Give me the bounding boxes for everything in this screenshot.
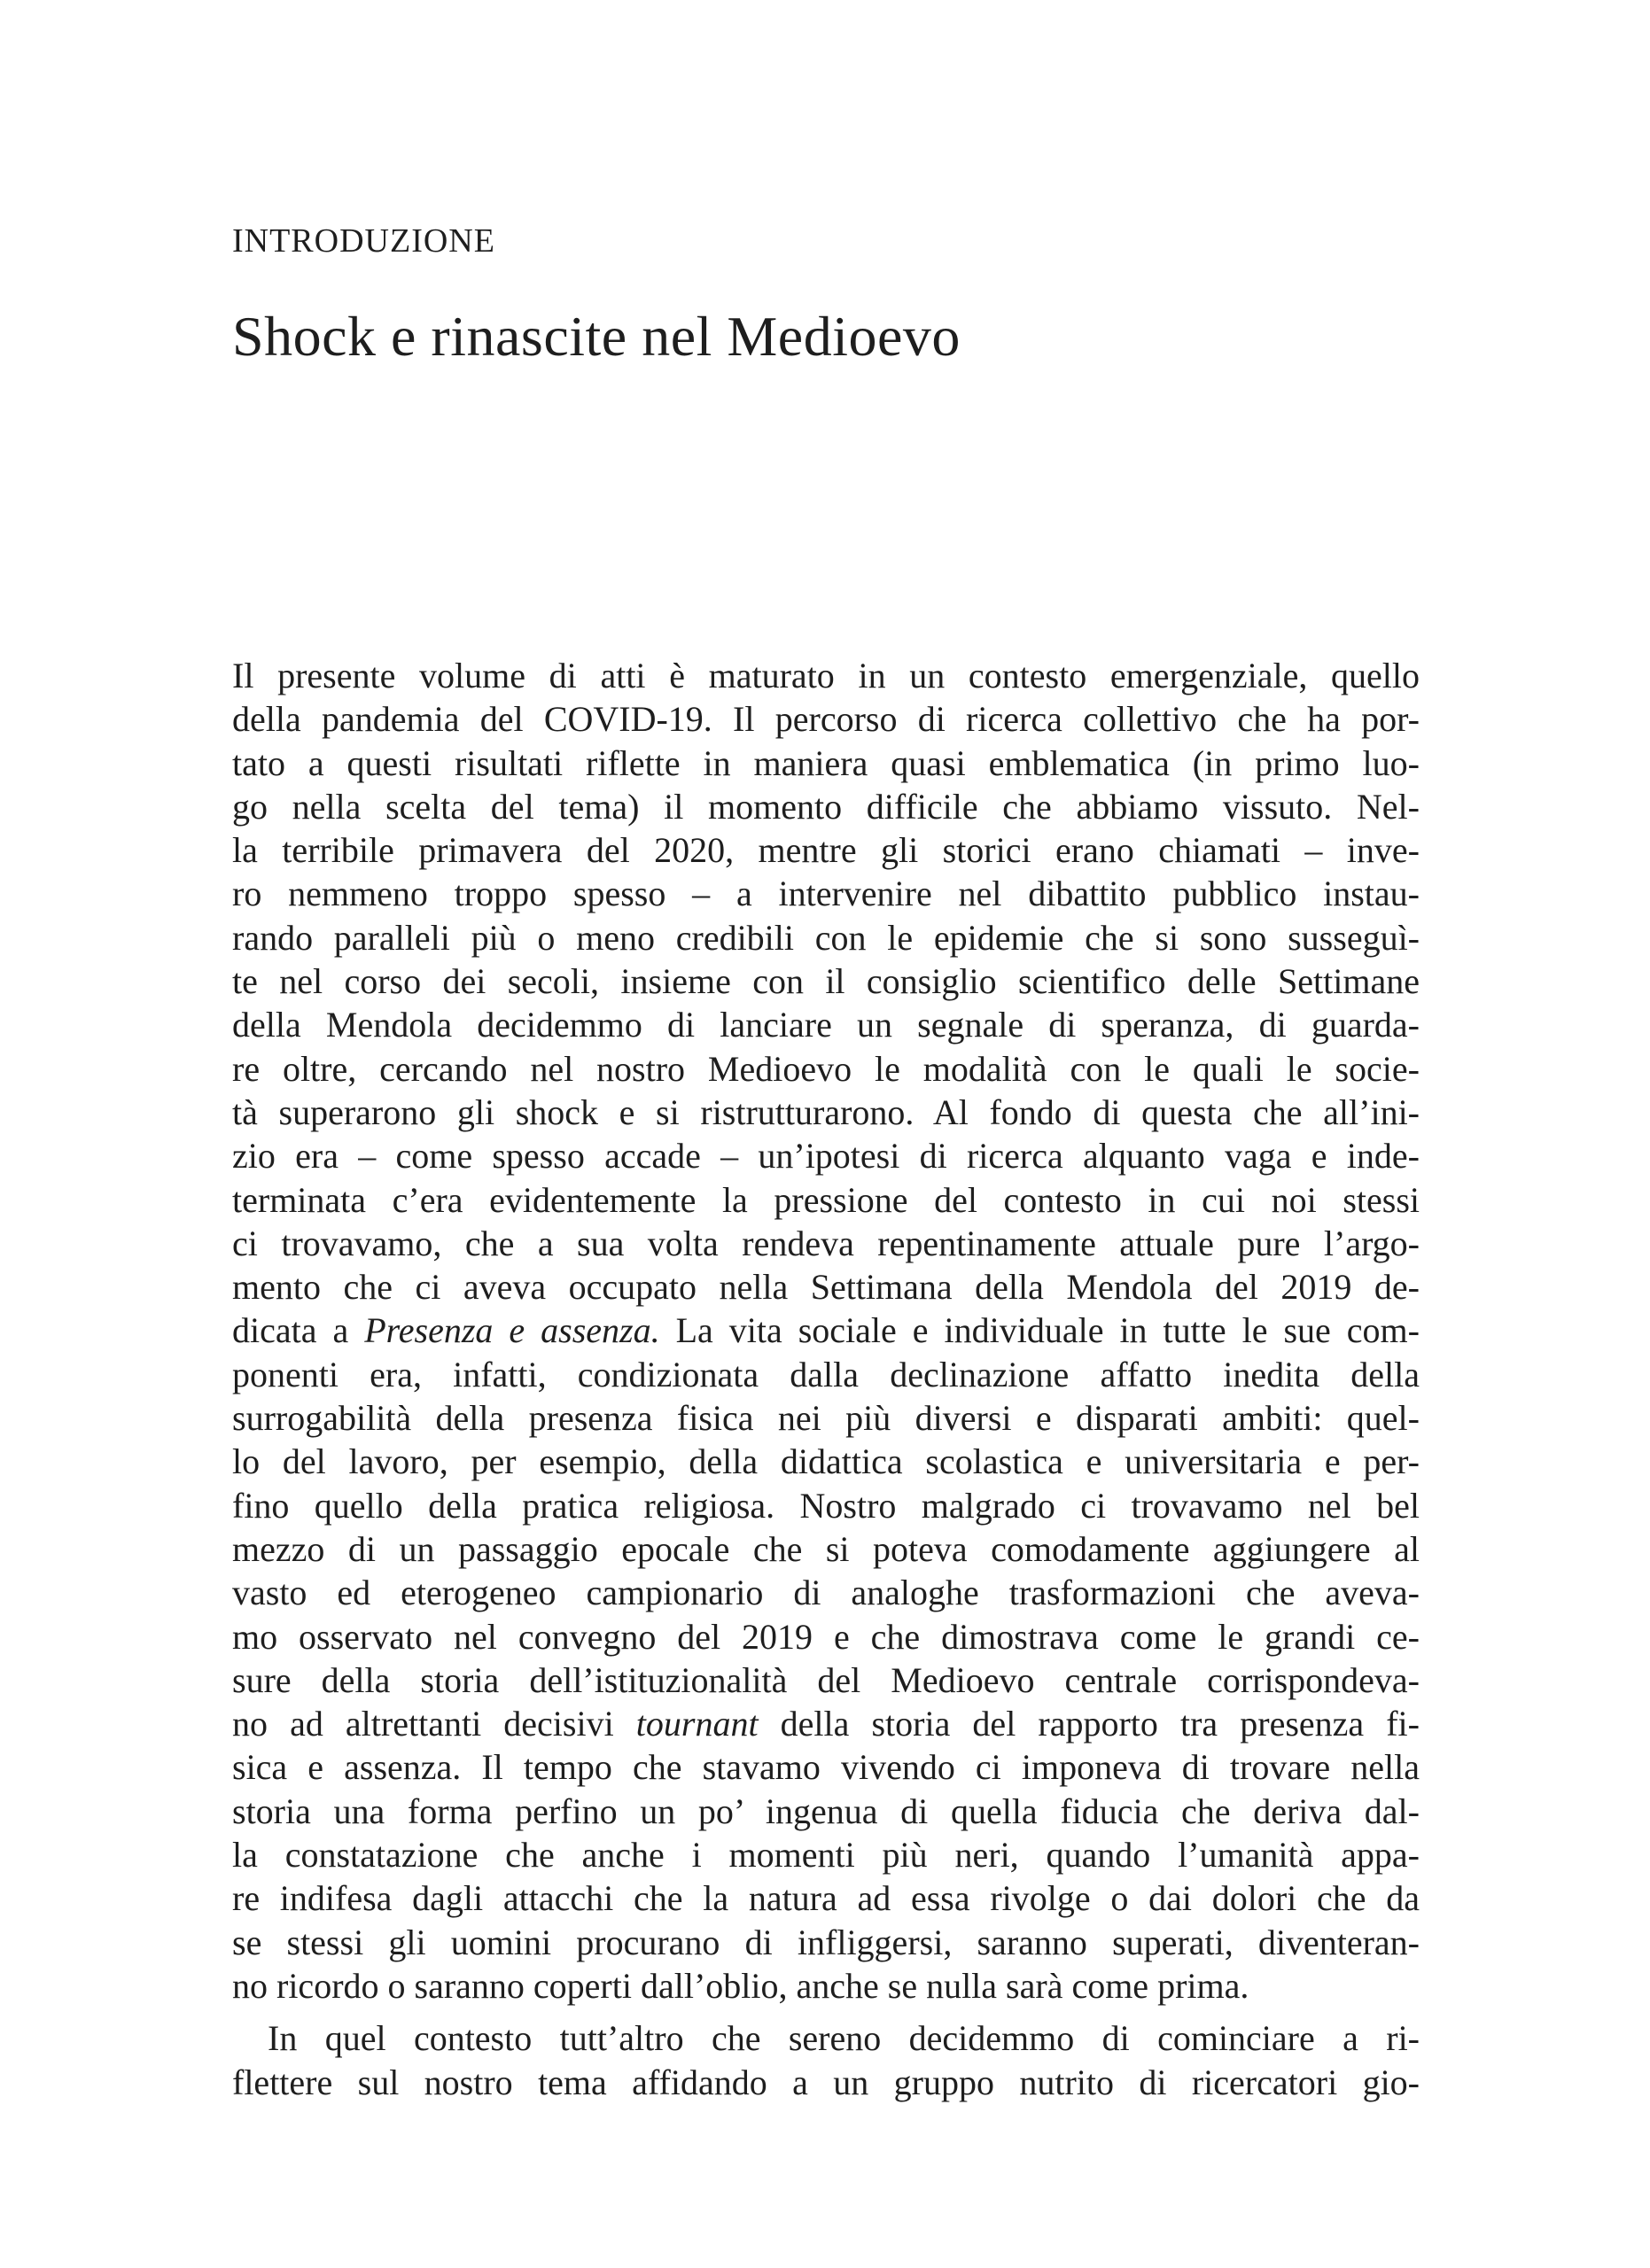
text-line: mo osservato nel convegno del 2019 e che dimostrava come le grandi ce- — [232, 1616, 1420, 1657]
text-line: se stessi gli uomini procurano di infliggersi, saranno superati, diventeran- — [232, 1922, 1420, 1962]
text-line: la constatazione che anche i momenti più neri, quando l’umanità appa- — [232, 1835, 1420, 1876]
body-text — [232, 654, 1420, 2104]
text-line: re oltre, cercando nel nostro Medioevo le modalità con le quali le socie- — [232, 1048, 1420, 1089]
section-label: INTRODUZIONE — [232, 222, 495, 260]
text-line: fino quello della pratica religiosa. Nostro malgrado ci trovavamo nel bel — [232, 1485, 1420, 1526]
text-line: ponenti era, infatti, condizionata dalla declinazione affatto inedita della — [232, 1354, 1420, 1394]
text-line: surrogabilità della presenza fisica nei più diversi e disparati ambiti: quel- — [232, 1398, 1420, 1439]
text-line: tato a questi risultati riflette in maniera quasi emblematica (in primo luo- — [232, 742, 1420, 783]
text-line: ci trovavamo, che a sua volta rendeva repentinamente attuale pure l’argo- — [232, 1223, 1420, 1263]
text-line: zio era – come spesso accade – un’ipotesi di ricerca alquanto vaga e inde- — [232, 1136, 1420, 1177]
text-run: La vita sociale e individuale in tutte le sue com- — [659, 1310, 1420, 1351]
text-line: vasto ed eterogeneo campionario di analoghe trasformazioni che aveva- — [232, 1573, 1420, 1613]
text-line — [232, 1702, 1420, 1745]
text-line: go nella scelta del tema) il momento difficile che abbiamo vissuto. Nel- — [232, 786, 1420, 827]
text-line: ro nemmeno troppo spesso – a intervenire nel dibattito pubblico instau- — [232, 874, 1420, 914]
text-line: no ricordo o saranno coperti dall’oblio, anche se nulla sarà come prima. — [232, 1965, 1249, 2006]
text-line: storia una forma perfino un po’ ingenua di quella fiducia che deriva dal- — [232, 1790, 1420, 1831]
text-line: flettere sul nostro tema affidando a un gruppo nutrito di ricercatori gio- — [232, 2062, 1420, 2102]
text-line: sure della storia dell’istituzionalità del Medioevo centrale corrispondeva- — [232, 1659, 1420, 1700]
text-line: lo del lavoro, per esempio, della didattica scolastica e universitaria e per- — [232, 1441, 1420, 1482]
text-line — [232, 1309, 1420, 1352]
text-line: sica e assenza. Il tempo che stavamo vivendo ci imponeva di trovare nella — [232, 1747, 1420, 1788]
text-line: re indifesa dagli attacchi che la natura ad essa rivolge o dai dolori che da — [232, 1878, 1420, 1919]
text-run: dicata a — [232, 1310, 365, 1351]
text-line: mezzo di un passaggio epocale che si poteva comodamente aggiungere al — [232, 1528, 1420, 1569]
text-line: della Mendola decidemmo di lanciare un segnale di speranza, di guarda- — [232, 1005, 1420, 1045]
text-line: mento che ci aveva occupato nella Settimana della Mendola del 2019 de- — [232, 1267, 1420, 1308]
italic-term: tournant — [635, 1704, 759, 1744]
text-run: no ad altrettanti decisivi — [232, 1704, 636, 1744]
chapter-title: Shock e rinascite nel Medioevo — [232, 305, 961, 368]
text-run: della storia del rapporto tra presenza fi- — [758, 1704, 1420, 1744]
text-line: In quel contesto tutt’altro che sereno decidemmo di cominciare a ri- — [268, 2018, 1420, 2059]
text-line: tà superarono gli shock e si ristrutturarono. Al fondo di questa che all’ini- — [232, 1091, 1420, 1132]
text-line: la terribile primavera del 2020, mentre gli storici erano chiamati – inve- — [232, 830, 1420, 871]
text-line: Il presente volume di atti è maturato in un contesto emergenziale, quello — [232, 656, 1420, 695]
text-line: rando paralleli più o meno credibili con le epidemie che si sono susseguì- — [232, 917, 1420, 958]
text-line: te nel corso dei secoli, insieme con il consiglio scientifico delle Settimane — [232, 961, 1420, 1002]
text-line: della pandemia del COVID-19. Il percorso di ricerca collettivo che ha por- — [232, 699, 1420, 740]
text-line: terminata c’era evidentemente la pressione del contesto in cui noi stessi — [232, 1179, 1420, 1220]
italic-title: Presenza e assenza. — [364, 1310, 660, 1351]
